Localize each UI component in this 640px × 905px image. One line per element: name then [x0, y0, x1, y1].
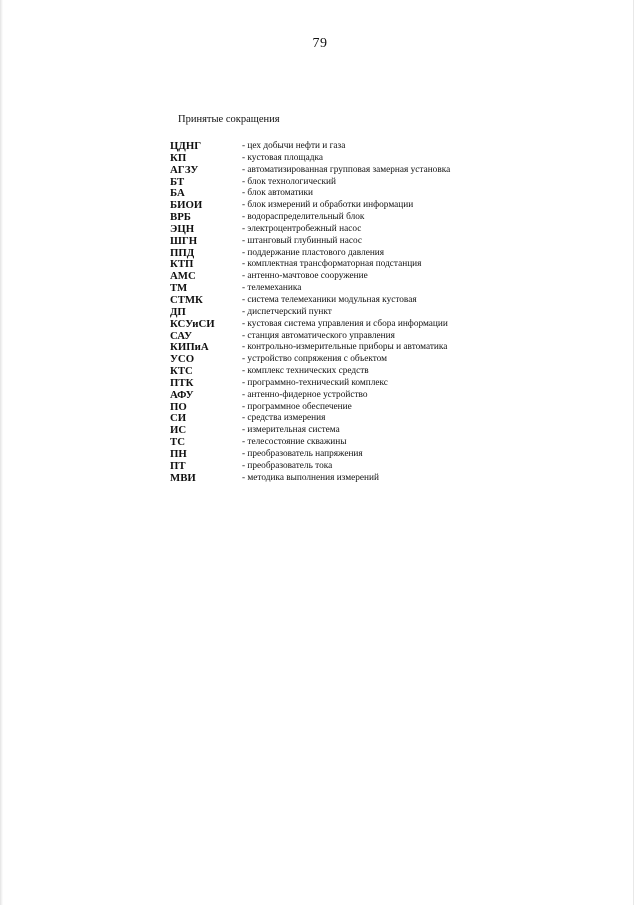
- abbreviation-code: КТС: [170, 365, 193, 378]
- abbreviation-code: ВРБ: [170, 211, 191, 224]
- abbreviation-row: [170, 248, 550, 260]
- abbreviation-code: ДП: [170, 305, 186, 318]
- abbreviation-row: [170, 224, 550, 236]
- abbreviation-code: ЭЦН: [170, 222, 195, 235]
- abbreviation-code: САУ: [170, 329, 193, 342]
- abbreviation-definition: - программное обеспечение: [242, 401, 352, 412]
- abbreviation-definition: - устройство сопряжения с объектом: [242, 354, 388, 365]
- abbreviation-definition: - водораспределительный блок: [242, 212, 365, 223]
- abbreviation-definition: - антенно-фидерное устройство: [242, 389, 368, 400]
- abbreviation-row: [170, 390, 550, 402]
- abbreviation-code: КСУиСИ: [170, 317, 215, 330]
- abbreviation-row: [170, 212, 550, 224]
- abbreviation-definition: - методика выполнения измерений: [242, 472, 379, 483]
- abbreviation-definition: - кустовая площадка: [242, 152, 323, 163]
- abbreviation-row: [170, 295, 550, 307]
- abbreviation-row: [170, 236, 550, 248]
- abbreviation-row: [170, 153, 550, 165]
- abbreviation-definition: - поддержание пластового давления: [242, 247, 385, 258]
- abbreviation-code: АМС: [170, 270, 196, 283]
- abbreviation-definition: - измерительная система: [242, 425, 340, 436]
- abbreviation-definition: - кустовая система управления и сбора информации: [242, 318, 448, 329]
- abbreviation-code: ИС: [170, 424, 187, 437]
- abbreviation-definition: - преобразователь тока: [242, 460, 333, 471]
- abbreviation-code: ШГН: [170, 234, 198, 247]
- abbreviation-definition: - телемеханика: [242, 283, 302, 294]
- abbreviation-definition: - комплекс технических средств: [242, 366, 369, 377]
- abbreviation-row: [170, 473, 550, 485]
- abbreviation-code: ТС: [170, 436, 185, 449]
- abbreviation-row: [170, 413, 550, 425]
- abbreviation-code: УСО: [170, 353, 195, 366]
- abbreviation-definition: - антенно-мачтовое сооружение: [242, 271, 368, 282]
- abbreviation-definition: - электроцентробежный насос: [242, 223, 362, 234]
- abbreviation-code: БА: [170, 187, 185, 200]
- abbreviation-definition: - система телемеханики модульная кустовая: [242, 294, 417, 305]
- abbreviation-row: [170, 259, 550, 271]
- abbreviation-list: [170, 141, 550, 484]
- abbreviation-row: [170, 283, 550, 295]
- abbreviation-row: [170, 307, 550, 319]
- abbreviation-code: ТМ: [170, 282, 188, 295]
- abbreviation-row: [170, 449, 550, 461]
- abbreviation-definition: - автоматизированная групповая замерная установка: [242, 164, 451, 175]
- abbreviation-code: ПТ: [170, 459, 186, 472]
- abbreviation-definition: - диспетчерский пункт: [242, 306, 332, 317]
- abbreviation-definition: - комплектная трансформаторная подстанция: [242, 259, 422, 270]
- abbreviation-row: [170, 366, 550, 378]
- abbreviation-definition: - блок автоматики: [242, 188, 313, 199]
- abbreviation-row: [170, 461, 550, 473]
- abbreviation-row: [170, 425, 550, 437]
- abbreviation-definition: - программно-технический комплекс: [242, 377, 388, 388]
- abbreviation-row: [170, 378, 550, 390]
- abbreviation-code: КП: [170, 151, 187, 164]
- abbreviation-definition: - блок измерений и обработки информации: [242, 200, 414, 211]
- abbreviation-code: СТМК: [170, 293, 203, 306]
- abbreviation-row: [170, 402, 550, 414]
- abbreviation-code: КТП: [170, 258, 194, 271]
- abbreviation-definition: - контрольно-измерительные приборы и автоматика: [242, 342, 448, 353]
- page-number: 79: [312, 36, 328, 51]
- abbreviation-row: [170, 342, 550, 354]
- abbreviation-code: МВИ: [170, 471, 196, 484]
- abbreviation-code: БТ: [170, 175, 185, 188]
- abbreviation-row: [170, 271, 550, 283]
- abbreviation-definition: - преобразователь напряжения: [242, 448, 363, 459]
- abbreviation-code: СИ: [170, 412, 187, 425]
- abbreviation-row: [170, 177, 550, 189]
- abbreviation-row: [170, 319, 550, 331]
- abbreviation-code: ППД: [170, 246, 195, 259]
- scan-edge-right: [633, 0, 634, 905]
- abbreviation-code: АГЗУ: [170, 163, 199, 176]
- abbreviation-code: ЦДНГ: [170, 140, 202, 152]
- abbreviation-code: БИОИ: [170, 199, 203, 212]
- abbreviation-definition: - телесостояние скважины: [242, 437, 347, 448]
- abbreviation-definition: - станция автоматического управления: [242, 330, 395, 341]
- abbreviation-code: ПТК: [170, 376, 194, 389]
- abbreviation-row: [170, 188, 550, 200]
- abbreviation-definition: - штанговый глубинный насос: [242, 235, 362, 246]
- abbreviation-definition: - средства измерения: [242, 413, 326, 424]
- section-title: Принятые сокращения: [178, 114, 280, 125]
- abbreviation-code: ПН: [170, 447, 187, 460]
- abbreviation-row: [170, 331, 550, 343]
- abbreviation-code: ПО: [170, 400, 187, 413]
- abbreviation-row: [170, 437, 550, 449]
- scan-edge-left: [0, 0, 3, 905]
- abbreviation-definition: - цех добычи нефти и газа: [242, 141, 346, 151]
- abbreviation-code: КИПиА: [170, 341, 209, 354]
- abbreviation-row: [170, 141, 550, 153]
- abbreviation-row: [170, 200, 550, 212]
- abbreviation-code: АФУ: [170, 388, 194, 401]
- abbreviation-row: [170, 165, 550, 177]
- abbreviation-definition: - блок технологический: [242, 176, 336, 187]
- abbreviation-row: [170, 354, 550, 366]
